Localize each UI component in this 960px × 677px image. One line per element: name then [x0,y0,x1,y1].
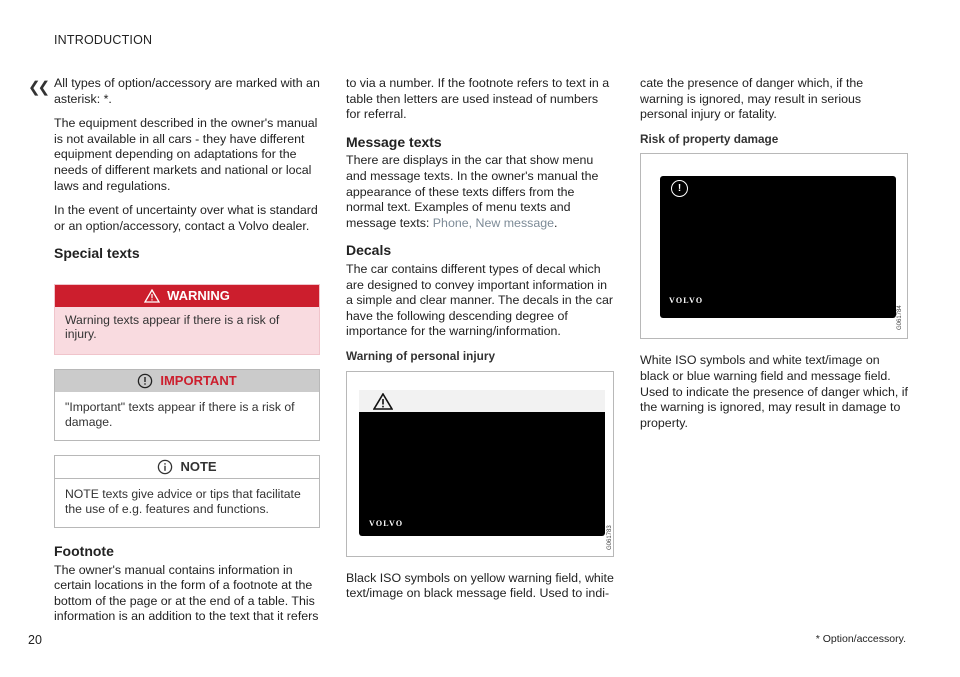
footnote: * Option/accessory. [815,633,906,645]
paragraph: Black ISO symbols on yellow warning field, white text/image on black message field. Used to indi- [346,570,614,601]
note-title: NOTE [180,459,217,475]
warning-text: Warning texts appear if there is a risk of injury. [55,307,319,354]
column-3 [640,76,908,440]
message-texts-text: There are displays in the car that show menu and message texts. In the owner's manual the appearance of these texts differs from the normal text. Examples of menu texts and message texts: [346,153,599,230]
paragraph: to via a number. If the footnote refers to text in a table then letters are used instead of numbers for referral. [346,76,610,122]
exclamation-circle-icon [137,373,153,389]
paragraph: cate the presence of danger which, if the warning is ignored, may result in serious personal injury or fatality. [640,76,864,122]
back-chevron-icon[interactable]: ❮❮ [28,79,48,96]
warning-title: WARNING [167,288,230,304]
note-box [54,455,320,528]
special-texts-heading: Special texts [54,245,140,262]
warning-field [359,390,605,412]
page-number: 20 [28,633,42,647]
note-text: NOTE texts give advice or tips that facilitate the use of e.g. features and functions. [65,486,301,516]
image-code: G061783 [607,524,613,550]
important-text: "Important" texts appear if there is a risk of damage. [65,399,295,429]
note-header [55,456,319,479]
paragraph: The equipment described in the owner's manual is not available in all cars - they have different equipment depending on adaptations for the needs of different markets and national or local laws and regulations. [54,116,318,193]
important-header [55,370,319,392]
paragraph: In the event of uncertainty over what is standard or an option/accessory, contact a Volvo dealer. [54,203,318,233]
paragraph: There are displays in the car that show menu and message texts. In the owner's manual the appearance of these texts differs from the normal text. Examples of menu texts and message texts: Phone, New message. [346,153,599,230]
section-header: INTRODUCTION [54,33,153,47]
property-damage-heading: Risk of property damage [640,131,779,146]
important-box [54,369,320,441]
footnote-heading: Footnote [54,542,114,559]
image-code: G061784 [897,305,903,331]
message-texts-heading: Message texts [346,133,442,150]
property-damage-decal-image [640,153,908,339]
warning-header [55,285,319,307]
warning-triangle-icon [144,289,160,303]
exclamation-icon: ! [671,180,688,197]
column-1 [54,76,320,634]
column-2 [346,76,614,611]
decals-heading: Decals [346,242,392,259]
paragraph: All types of option/accessory are marked with an asterisk: *. [54,76,320,106]
warning-box [54,284,320,355]
paragraph: The car contains different types of decal which are designed to convey important information in a simple and clear manner. The decals in the car have the following descending degree of importance for the warning/information. [346,261,614,339]
volvo-logo: VOLVO [669,295,704,305]
paragraph: White ISO symbols and white text/image on black or blue warning field and message field. Used to indicate the presence of danger which, if the warning is ignored, may result in damage to property. [640,353,908,430]
personal-injury-heading: Warning of personal injury [346,348,495,363]
paragraph: The owner's manual contains information in certain locations in the form of a footnote at the bottom of the page or at the end of a table. This information is an addition to the text that it refers [54,562,319,624]
info-circle-icon [157,459,173,475]
message-example: Phone, New message [432,215,555,230]
personal-injury-decal-image [346,371,614,557]
volvo-logo: VOLVO [369,518,404,528]
important-title: IMPORTANT [160,373,237,389]
warning-triangle-icon [373,393,393,410]
